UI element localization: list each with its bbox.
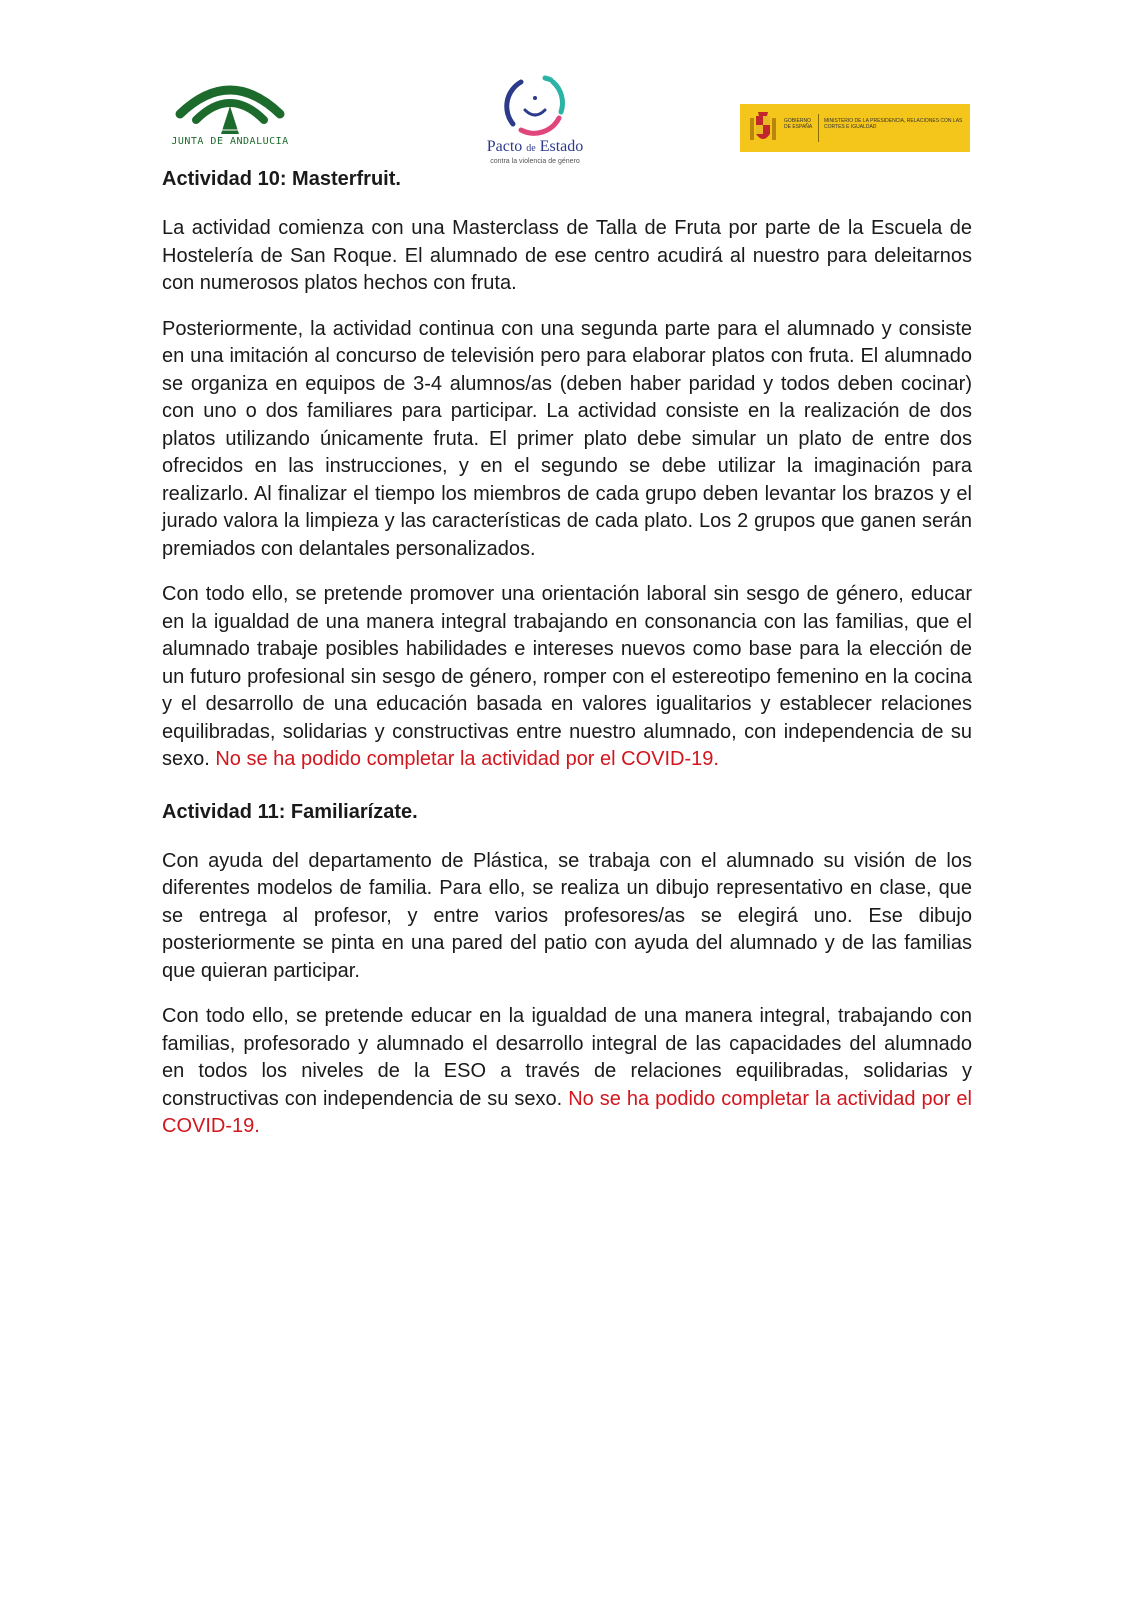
gobierno-text: GOBIERNO DE ESPAÑA [784,118,813,130]
activity-10-objectives-text: Con todo ello, se pretende promover una orientación laboral sin sesgo de género, educar en la igualdad de una manera integral trabajando en consonancia con las familias, que el alumnado trabaje posibles habilidades e intereses nuevos como base para la elección de un futuro profesional sin sesgo de género, romper con el estereotipo femenino en la cocina y el desarrollo de una educación basada en valores igualitarios y establecer relaciones equilibradas, solidarias y constructivas entre nuestro alumnado, con independencia de su sexo. [162,583,972,770]
activity-11-description: Con ayuda del departamento de Plástica, se trabaja con el alumnado su visión de los diferentes modelos de familia. Para ello, se realiza un dibujo representativo en clase, que se entrega al profesor, y entre varios profesores/as se elegirá uno. Ese dibujo posteriormente se pinta en una pared del patio con ayuda del alumnado y de las familias que quieran participar. [162,849,972,982]
pacto-de-estado-logo [470,72,600,168]
activity-11-objectives-text: Con todo ello, se pretende educar en la igualdad de una manera integral, trabajando con familias, profesorado y alumnado el desarrollo integral de las capacidades del alumnado en todos los niveles de la ESO a través de relaciones equilibradas, solidarias y constructivas con independencia de su sexo. [162,1005,972,1110]
activity-10-status: No se ha podido completar la actividad por el COVID-19. [215,748,719,770]
activity-10-objectives [162,581,972,774]
pacto-title-de: de [526,143,536,154]
activity-11-status: No se ha podido completar la actividad por el COVID-19. [162,1087,972,1137]
document-body [162,165,972,1159]
activity-10-title: Actividad 10: Masterfruit. [162,168,401,190]
activity-11-objectives [162,1003,972,1141]
junta-logo-text: JUNTA DE ANDALUCIA [171,136,289,147]
pacto-subtitle: contra la violencia de género [490,158,580,165]
document-header [0,0,1131,170]
activity-10-intro: La actividad comienza con una Masterclass de Talla de Fruta por parte de la Escuela de Hostelería de San Roque. El alumnado de ese centro acudirá al nuestro para deleitarnos con numerosos platos hechos con fruta. [162,217,972,294]
pacto-title-word: Pacto [486,138,523,155]
logo-divider [818,114,819,142]
junta-de-andalucia-logo [170,70,290,160]
junta-arches-icon [170,70,290,136]
activity-10-description: Posteriormente, la actividad continua con una segunda parte para el alumnado y consiste en una imitación al concurso de televisión pero para elaborar platos con fruta. El alumnado se organiza en equipos de 3-4 alumnos/as (deben haber paridad y todos deben cocinar) con uno o dos familiares para participar. La actividad consiste en la realización de dos platos utilizando únicamente fruta. El primer plato debe simular un plato de entre dos ofrecidos en las instrucciones, y en el segundo se debe utilizar la imaginación para realizarlo. Al finalizar el tiempo los miembros de cada grupo deben levantar los brazos y el jurado valora la limpieza y las características de cada plato. Los 2 grupos que ganen serán premiados con delantales personalizados. [162,317,972,560]
pacto-smile-icon [491,72,579,136]
spain-coat-of-arms-icon [748,110,778,146]
pacto-title-estado: Estado [539,138,584,155]
gobierno-espana-logo [740,104,970,152]
activity-11-title: Actividad 11: Familiarízate. [162,800,418,823]
ministerio-text: MINISTERIO DE LA PRESIDENCIA, RELACIONES CON LAS CORTES E IGUALDAD [824,118,963,130]
pacto-title [470,138,600,156]
